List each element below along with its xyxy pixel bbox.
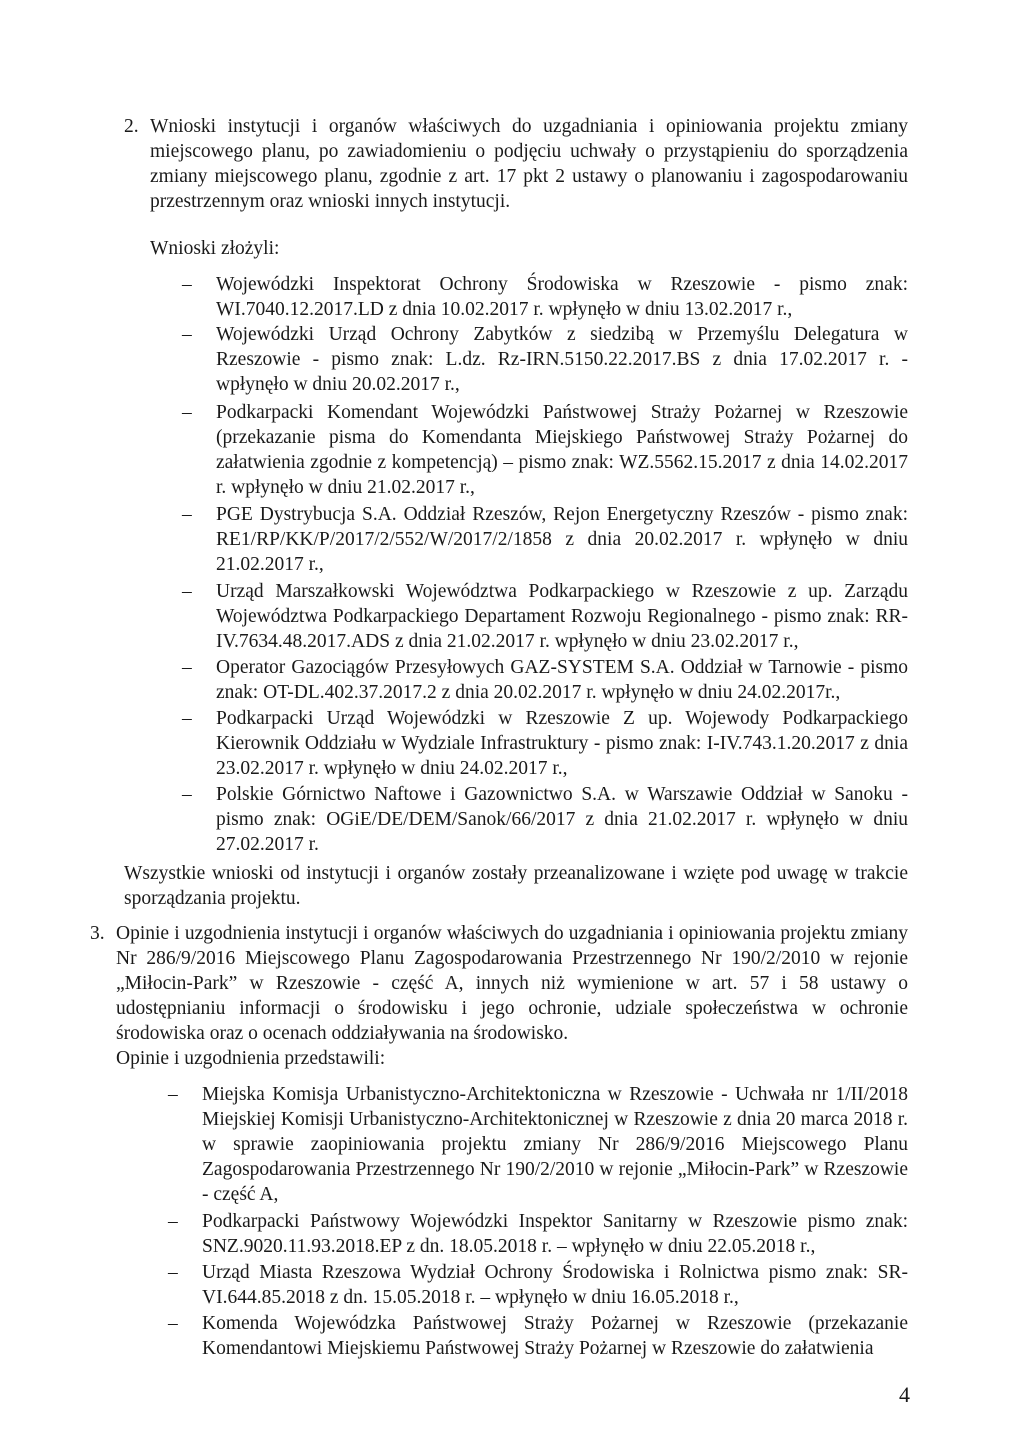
section-3-heading-text: Opinie i uzgodnienia instytucji i organów właściwych do uzgadniania i opiniowania projektu zmiany Nr 286/9/2016 Miejscowego Planu Zagospodarowania Przestrzennego Nr 190/2/2010 w rejonie „Miłocin-Park” w Rzeszowie - część A, innych niż wymienione w art. 57 i 58 ustawy o udostępnianiu informacji o środowisku i jego ochronie, udziale społeczeństwa w ochronie środowiska oraz o ocenach oddziaływania na środowisko. [116, 923, 908, 1044]
list-dash: – [182, 784, 192, 805]
list-dash: – [182, 581, 192, 602]
list-dash: – [168, 1084, 178, 1105]
list-item: – Podkarpacki Państwowy Wojewódzki Inspektor Sanitarny w Rzeszowie pismo znak: SNZ.9020.11.93.2018.EP z dn. 18.05.2018 r. – wpłynęło w dniu 22.05.2018 r., [168, 1211, 908, 1257]
list-item: – Polskie Górnictwo Naftowe i Gazownictwo S.A. w Warszawie Oddział w Sanoku - pismo znak: OGiE/DE/DEM/Sanok/66/2017 z dnia 21.02.2017 r. wpłynęło w dniu 27.02.2017 r. [182, 784, 908, 855]
list-item: – Podkarpacki Urząd Wojewódzki w Rzeszowie Z up. Wojewody Podkarpackiego Kierownik Oddziału w Wydziale Infrastruktury - pismo znak: I-IV.743.1.20.2017 z dnia 23.02.2017 r. wpłynęło w dniu 24.02.2017 r., [182, 708, 908, 779]
list-dash: – [168, 1313, 178, 1334]
list-dash: – [182, 274, 192, 295]
section-2-number: 2. [124, 116, 139, 137]
list-item: – Podkarpacki Komendant Wojewódzki Państwowej Straży Pożarnej w Rzeszowie (przekazanie pisma do Komendanta Miejskiego Państwowej Straży Pożarnej do załatwienia zgodnie z kompetencją) – pismo znak: WZ.5562.15.2017 z dnia 14.02.2017 r. wpłynęło w dniu 21.02.2017 r., [182, 402, 908, 498]
list-item: – PGE Dystrybucja S.A. Oddział Rzeszów, Rejon Energetyczny Rzeszów - pismo znak: RE1/RP/KK/P/2017/2/552/W/2017/2/1858 z dnia 20.02.2017 r. wpłynęło w dniu 21.02.2017 r., [182, 504, 908, 575]
section-3-lead: Opinie i uzgodnienia przedstawili: [116, 1048, 386, 1069]
list-item: – Urząd Marszałkowski Województwa Podkarpackiego w Rzeszowie z up. Zarządu Województwa Podkarpackiego Departament Rozwoju Regionalnego - pismo znak: RR-IV.7634.48.2017.ADS z dnia 21.02.2017 r. wpłynęło w dniu 23.02.2017 r., [182, 581, 908, 652]
list-dash: – [182, 324, 192, 345]
list-item: – Komenda Wojewódzka Państwowej Straży Pożarnej w Rzeszowie (przekazanie Komendantowi Miejskiemu Państwowej Straży Pożarnej w Rzeszowie do załatwienia [168, 1313, 908, 1359]
section-3-number: 3. [90, 923, 105, 944]
list-item: – Wojewódzki Urząd Ochrony Zabytków z siedzibą w Przemyślu Delegatura w Rzeszowie - pismo znak: L.dz. Rz-IRN.5150.22.2017.BS z dnia 17.02.2017 r. - wpłynęło w dniu 20.02.2017 r., [182, 324, 908, 395]
list-item: – Urząd Miasta Rzeszowa Wydział Ochrony Środowiska i Rolnictwa pismo znak: SR-VI.644.85.2018 z dn. 15.05.2018 r. – wpłynęło w dniu 16.05.2018 r., [168, 1262, 908, 1308]
list-dash: – [182, 402, 192, 423]
list-item: – Wojewódzki Inspektorat Ochrony Środowiska w Rzeszowie - pismo znak: WI.7040.12.2017.LD z dnia 10.02.2017 r. wpłynęło w dniu 13.02.2017 r., [182, 274, 908, 320]
section-2-closing: Wszystkie wnioski od instytucji i organów zostały przeanalizowane i wzięte pod uwagę w trakcie sporządzania projektu. [124, 863, 908, 909]
list-dash: – [168, 1211, 178, 1232]
list-dash: – [182, 504, 192, 525]
page-number: 4 [899, 1382, 910, 1407]
list-dash: – [182, 657, 192, 678]
list-dash: – [168, 1262, 178, 1283]
list-item: – Operator Gazociągów Przesyłowych GAZ-SYSTEM S.A. Oddział w Tarnowie - pismo znak: OT-DL.402.37.2017.2 z dnia 20.02.2017 r. wpłynęło w dniu 24.02.2017r., [182, 657, 908, 703]
list-dash: – [182, 708, 192, 729]
section-2-heading-text: Wnioski instytucji i organów właściwych do uzgadniania i opiniowania projektu zmiany miejscowego planu, po zawiadomieniu o podjęciu uchwały o przystąpieniu do sporządzenia zmiany miejscowego planu, zgodnie z art. 17 pkt 2 ustawy o planowaniu i zagospodarowaniu przestrzennym oraz wnioski innych instytucji. [150, 116, 908, 212]
list-item: – Miejska Komisja Urbanistyczno-Architektoniczna w Rzeszowie - Uchwała nr 1/II/2018 Miejskiej Komisji Urbanistyczno-Architektonicznej w Rzeszowie z dnia 20 marca 2018 r. w sprawie zaopiniowania projektu zmiany Nr 286/9/2016 Miejscowego Planu Zagospodarowania Przestrzennego Nr 190/2/2010 w rejonie „Miłocin-Park” w Rzeszowie - część A, [168, 1084, 908, 1205]
section-2-lead: Wnioski złożyli: [150, 238, 280, 259]
